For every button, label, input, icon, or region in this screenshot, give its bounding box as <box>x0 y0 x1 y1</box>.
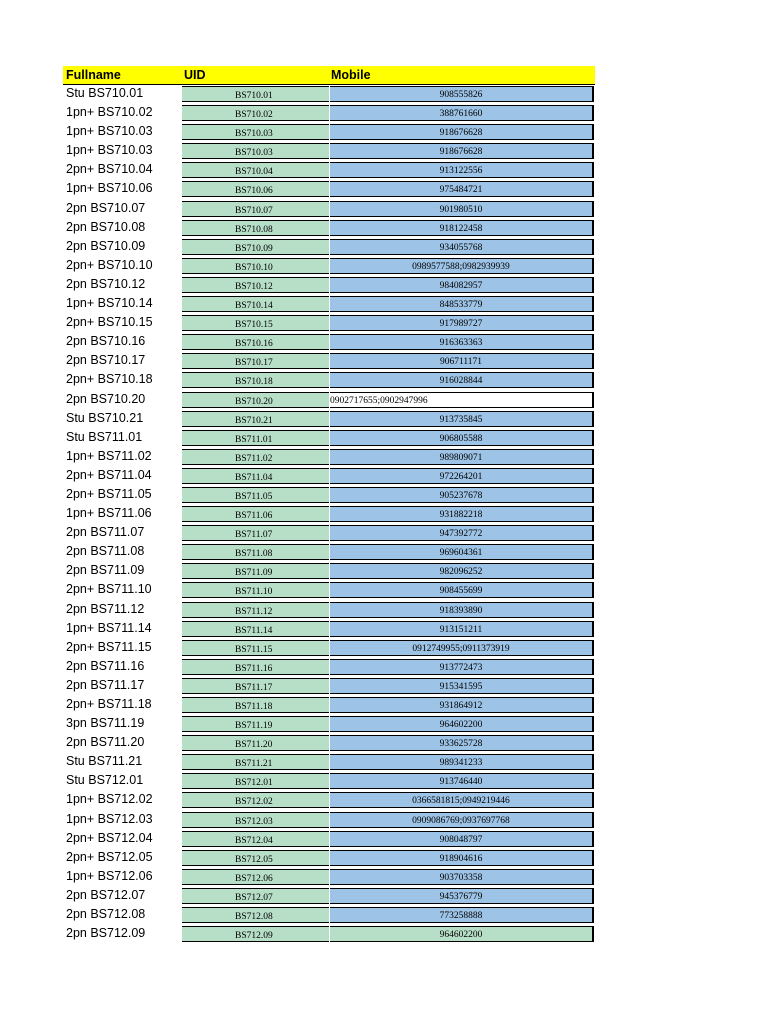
fullname-cell[interactable]: 1pn+ BS711.02 <box>66 448 152 463</box>
table-row <box>63 753 595 772</box>
uid-cell[interactable] <box>182 258 329 274</box>
uid-text: BS710.06 <box>235 186 273 197</box>
fullname-cell[interactable]: 2pn BS711.07 <box>66 525 145 540</box>
mobile-cell[interactable]: 913772473 <box>330 659 594 675</box>
fullname-cell[interactable]: 1pn+ BS712.02 <box>66 792 153 807</box>
mobile-cell[interactable]: 388761660 <box>330 105 594 121</box>
uid-cell[interactable] <box>182 831 329 847</box>
table-row <box>63 429 595 448</box>
uid-text: BS710.15 <box>235 320 273 331</box>
table-body <box>63 85 595 944</box>
table-row <box>63 543 595 562</box>
fullname-cell[interactable]: 2pn+ BS710.18 <box>66 372 153 387</box>
mobile-cell[interactable]: 908455699 <box>330 582 594 598</box>
table-row <box>63 257 595 276</box>
fullname-cell[interactable]: 2pn BS712.08 <box>66 907 146 922</box>
fullname-cell[interactable]: 2pn BS710.12 <box>66 276 146 291</box>
uid-text: BS711.12 <box>235 606 273 617</box>
mobile-cell[interactable]: 0989577588;0982939939 <box>330 258 594 274</box>
table-row <box>63 925 595 944</box>
mobile-cell[interactable]: 933625728 <box>330 735 594 751</box>
fullname-cell[interactable]: 2pn+ BS710.15 <box>66 315 153 330</box>
uid-text: BS711.18 <box>235 702 273 712</box>
table-row <box>63 276 595 295</box>
fullname-cell[interactable]: 1pn+ BS711.06 <box>66 506 152 521</box>
uid-cell[interactable] <box>182 792 329 808</box>
mobile-cell[interactable]: 934055768 <box>330 239 594 255</box>
uid-cell[interactable] <box>182 124 329 140</box>
uid-cell[interactable] <box>182 162 329 178</box>
table-row <box>63 505 595 524</box>
mobile-cell[interactable]: 975484721 <box>330 181 594 197</box>
uid-cell[interactable] <box>182 812 329 828</box>
fullname-cell[interactable]: 2pn+ BS711.10 <box>66 582 152 597</box>
uid-text: BS711.02 <box>235 453 273 464</box>
mobile-cell[interactable]: 916028844 <box>330 372 594 388</box>
table-row <box>63 849 595 868</box>
uid-cell[interactable] <box>182 602 329 618</box>
mobile-cell[interactable]: 917989727 <box>330 315 594 331</box>
uid-cell[interactable] <box>182 926 329 942</box>
table-row <box>63 562 595 581</box>
table-row <box>63 791 595 810</box>
fullname-cell[interactable]: 1pn+ BS711.14 <box>66 620 152 635</box>
mobile-cell[interactable]: 984082957 <box>330 277 594 293</box>
fullname-cell[interactable]: 2pn BS712.07 <box>66 887 146 902</box>
fullname-cell[interactable]: 2pn+ BS710.04 <box>66 162 153 177</box>
table-row <box>63 524 595 543</box>
table-row <box>63 581 595 600</box>
table-row <box>63 639 595 658</box>
uid-text: BS710.16 <box>235 339 273 350</box>
uid-cell[interactable] <box>182 716 329 732</box>
uid-text: BS711.21 <box>235 759 273 770</box>
uid-cell[interactable] <box>182 468 329 484</box>
uid-text: BS711.01 <box>235 434 273 445</box>
uid-cell[interactable] <box>182 201 329 217</box>
fullname-cell[interactable]: 2pn BS711.09 <box>66 563 145 578</box>
spreadsheet <box>63 66 595 944</box>
table-row <box>63 677 595 696</box>
mobile-cell[interactable]: 918393890 <box>330 602 594 618</box>
uid-text: BS712.09 <box>235 931 273 942</box>
mobile-cell[interactable]: 947392772 <box>330 525 594 541</box>
uid-cell[interactable] <box>182 239 329 255</box>
mobile-cell[interactable]: 0366581815;0949219446 <box>330 792 594 808</box>
table-row <box>63 906 595 925</box>
header-mobile[interactable]: Mobile <box>331 68 371 82</box>
mobile-cell[interactable]: 0912749955;0911373919 <box>330 640 594 656</box>
table-row <box>63 123 595 142</box>
uid-text: BS712.04 <box>235 835 273 846</box>
uid-cell[interactable] <box>182 525 329 541</box>
table-row <box>63 295 595 314</box>
uid-text: BS711.17 <box>235 682 273 693</box>
mobile-cell[interactable]: 905237678 <box>330 487 594 503</box>
fullname-cell[interactable]: 2pn BS711.20 <box>66 735 145 750</box>
fullname-cell[interactable]: 3pn BS711.19 <box>66 716 145 731</box>
uid-cell[interactable] <box>182 181 329 197</box>
mobile-cell[interactable]: 969604361 <box>330 544 594 560</box>
table-row <box>63 142 595 161</box>
uid-cell[interactable] <box>182 143 329 159</box>
mobile-cell[interactable]: 964602200 <box>330 716 594 732</box>
uid-cell[interactable] <box>182 411 329 427</box>
mobile-cell[interactable]: 915341595 <box>330 678 594 694</box>
fullname-cell[interactable]: 2pn BS711.08 <box>66 544 145 559</box>
table-row <box>63 715 595 734</box>
mobile-cell[interactable]: 908048797 <box>330 831 594 847</box>
uid-text: BS710.21 <box>235 415 273 426</box>
table-row <box>63 200 595 219</box>
uid-text: BS710.18 <box>235 377 273 388</box>
header-fullname[interactable]: Fullname <box>66 68 121 82</box>
fullname-cell[interactable]: Stu BS710.01 <box>66 86 144 100</box>
fullname-cell[interactable]: 2pn BS712.09 <box>66 926 146 941</box>
fullname-cell[interactable]: 2pn+ BS711.15 <box>66 639 152 654</box>
fullname-cell[interactable]: 2pn+ BS711.18 <box>66 697 152 711</box>
uid-text: BS711.04 <box>235 472 273 483</box>
uid-text: BS711.15 <box>235 644 273 655</box>
mobile-cell[interactable]: 989809071 <box>330 449 594 465</box>
fullname-cell[interactable]: 2pn BS710.09 <box>66 238 146 253</box>
fullname-cell[interactable]: 1pn+ BS712.06 <box>66 868 153 883</box>
table-row <box>63 887 595 906</box>
uid-text: BS712.07 <box>235 892 273 903</box>
header-uid[interactable]: UID <box>184 68 206 82</box>
uid-text: BS712.02 <box>235 797 273 808</box>
mobile-cell[interactable]: 913746440 <box>330 773 594 789</box>
uid-cell[interactable] <box>182 754 329 770</box>
fullname-cell[interactable]: 2pn BS711.16 <box>66 658 145 673</box>
uid-cell[interactable] <box>182 392 329 408</box>
mobile-cell[interactable]: 913735845 <box>330 411 594 427</box>
mobile-cell[interactable]: 0909086769;0937697768 <box>330 812 594 828</box>
fullname-cell[interactable]: 1pn+ BS712.03 <box>66 811 153 826</box>
fullname-cell[interactable]: 2pn BS711.17 <box>66 677 145 692</box>
fullname-cell[interactable]: 2pn BS711.12 <box>66 601 145 616</box>
table-row <box>63 620 595 639</box>
uid-text: BS711.07 <box>235 530 273 541</box>
uid-text: BS711.06 <box>235 511 273 522</box>
uid-text: BS710.08 <box>235 224 273 235</box>
uid-text: BS712.05 <box>235 854 273 865</box>
uid-cell[interactable] <box>182 773 329 789</box>
fullname-cell[interactable]: 2pn BS710.16 <box>66 334 146 349</box>
uid-cell[interactable] <box>182 296 329 312</box>
table-row <box>63 601 595 620</box>
uid-cell[interactable] <box>182 582 329 598</box>
fullname-cell[interactable]: 1pn+ BS710.03 <box>66 143 153 158</box>
uid-cell[interactable] <box>182 315 329 331</box>
uid-cell[interactable] <box>182 506 329 522</box>
uid-cell[interactable] <box>182 907 329 923</box>
uid-text: BS711.14 <box>235 625 273 636</box>
uid-cell[interactable] <box>182 487 329 503</box>
fullname-cell[interactable]: 2pn BS710.17 <box>66 353 146 368</box>
mobile-cell[interactable]: 945376779 <box>330 888 594 904</box>
mobile-cell[interactable]: 916363363 <box>330 334 594 350</box>
uid-cell[interactable] <box>182 640 329 656</box>
table-row <box>63 352 595 371</box>
uid-cell[interactable] <box>182 659 329 675</box>
mobile-cell[interactable]: 0902717655;0902947996 <box>330 392 594 408</box>
table-row <box>63 410 595 429</box>
mobile-cell[interactable]: 972264201 <box>330 468 594 484</box>
mobile-cell[interactable]: 903703358 <box>330 869 594 885</box>
uid-cell[interactable] <box>182 888 329 904</box>
mobile-cell[interactable]: 848533779 <box>330 296 594 312</box>
table-row <box>63 371 595 390</box>
uid-cell[interactable] <box>182 850 329 866</box>
fullname-cell[interactable]: Stu BS711.01 <box>66 429 143 444</box>
uid-text: BS710.14 <box>235 301 273 312</box>
mobile-cell[interactable]: 989341233 <box>330 754 594 770</box>
fullname-cell[interactable]: 2pn+ BS710.10 <box>66 257 153 272</box>
uid-text: BS712.03 <box>235 816 273 827</box>
table-row <box>63 180 595 199</box>
table-row <box>63 811 595 830</box>
fullname-cell[interactable]: Stu BS710.21 <box>66 410 144 425</box>
fullname-cell[interactable]: 1pn+ BS710.03 <box>66 124 153 139</box>
uid-text: BS711.08 <box>235 549 273 560</box>
uid-text: BS710.12 <box>235 281 273 292</box>
uid-cell[interactable] <box>182 869 329 885</box>
uid-cell[interactable] <box>182 430 329 446</box>
uid-text: BS710.10 <box>235 262 273 273</box>
mobile-cell[interactable]: 906805588 <box>330 430 594 446</box>
mobile-cell[interactable]: 908555826 <box>330 86 594 102</box>
mobile-cell[interactable]: 906711171 <box>330 353 594 369</box>
uid-text: BS710.02 <box>235 110 273 121</box>
uid-text: BS710.03 <box>235 129 273 140</box>
uid-cell[interactable] <box>182 86 329 102</box>
table-row <box>63 734 595 753</box>
mobile-cell[interactable]: 773258888 <box>330 907 594 923</box>
uid-cell[interactable] <box>182 449 329 465</box>
mobile-cell[interactable]: 982096252 <box>330 563 594 579</box>
uid-cell[interactable] <box>182 220 329 236</box>
uid-text: BS711.16 <box>235 663 273 674</box>
fullname-cell[interactable]: 2pn+ BS711.05 <box>66 486 152 501</box>
table-row <box>63 219 595 238</box>
uid-text: BS712.01 <box>235 778 273 789</box>
uid-text: BS711.19 <box>235 721 273 732</box>
uid-text: BS711.20 <box>235 740 273 751</box>
table-row <box>63 486 595 505</box>
uid-cell[interactable] <box>182 372 329 388</box>
table-row <box>63 830 595 849</box>
uid-cell[interactable] <box>182 621 329 637</box>
mobile-cell[interactable]: 931882218 <box>330 506 594 522</box>
uid-text: BS712.06 <box>235 873 273 884</box>
uid-text: BS712.08 <box>235 912 273 923</box>
uid-cell[interactable] <box>182 277 329 293</box>
table-row <box>63 696 595 715</box>
fullname-cell[interactable]: 1pn+ BS710.14 <box>66 296 153 311</box>
table-row <box>63 772 595 791</box>
table-row <box>63 391 595 410</box>
uid-text: BS711.09 <box>235 568 273 579</box>
table-row <box>63 448 595 467</box>
table-row <box>63 85 595 104</box>
table-row <box>63 314 595 333</box>
table-row <box>63 104 595 123</box>
fullname-cell[interactable]: 2pn+ BS712.04 <box>66 830 153 845</box>
mobile-cell[interactable]: 901980510 <box>330 201 594 217</box>
fullname-cell[interactable]: 2pn+ BS711.04 <box>66 467 152 482</box>
mobile-cell[interactable]: 918676628 <box>330 143 594 159</box>
fullname-cell[interactable]: Stu BS711.21 <box>66 754 143 769</box>
fullname-cell[interactable]: 1pn+ BS710.02 <box>66 105 153 120</box>
uid-cell[interactable] <box>182 678 329 694</box>
uid-text: BS710.01 <box>235 91 273 101</box>
uid-text: BS711.05 <box>235 491 273 502</box>
uid-cell[interactable] <box>182 334 329 350</box>
table-row <box>63 238 595 257</box>
uid-cell[interactable] <box>182 105 329 121</box>
uid-cell[interactable] <box>182 735 329 751</box>
uid-cell[interactable] <box>182 353 329 369</box>
uid-text: BS710.09 <box>235 243 273 254</box>
uid-text: BS710.04 <box>235 167 273 178</box>
table-row <box>63 161 595 180</box>
uid-cell[interactable] <box>182 563 329 579</box>
mobile-cell[interactable]: 964602200 <box>330 926 594 942</box>
mobile-cell[interactable]: 918122458 <box>330 220 594 236</box>
uid-text: BS710.03 <box>235 148 273 159</box>
header-row <box>63 66 595 85</box>
fullname-cell[interactable]: 2pn BS710.08 <box>66 219 146 234</box>
mobile-cell[interactable]: 931864912 <box>330 697 594 713</box>
uid-text: BS710.20 <box>235 396 273 407</box>
table-row <box>63 333 595 352</box>
fullname-cell[interactable]: 2pn+ BS712.05 <box>66 849 153 864</box>
mobile-cell[interactable]: 918676628 <box>330 124 594 140</box>
fullname-cell[interactable]: 2pn BS710.20 <box>66 391 146 406</box>
uid-text: BS710.17 <box>235 358 273 369</box>
uid-cell[interactable] <box>182 544 329 560</box>
uid-text: BS710.07 <box>235 205 273 216</box>
uid-cell[interactable] <box>182 697 329 713</box>
table-row <box>63 467 595 486</box>
table-row <box>63 868 595 887</box>
fullname-cell[interactable]: Stu BS712.01 <box>66 773 144 788</box>
mobile-cell[interactable]: 913122556 <box>330 162 594 178</box>
mobile-cell[interactable]: 918904616 <box>330 850 594 866</box>
table-row <box>63 658 595 677</box>
fullname-cell[interactable]: 1pn+ BS710.06 <box>66 181 153 196</box>
uid-text: BS711.10 <box>235 587 273 598</box>
mobile-cell[interactable]: 913151211 <box>330 621 594 637</box>
fullname-cell[interactable]: 2pn BS710.07 <box>66 200 146 215</box>
